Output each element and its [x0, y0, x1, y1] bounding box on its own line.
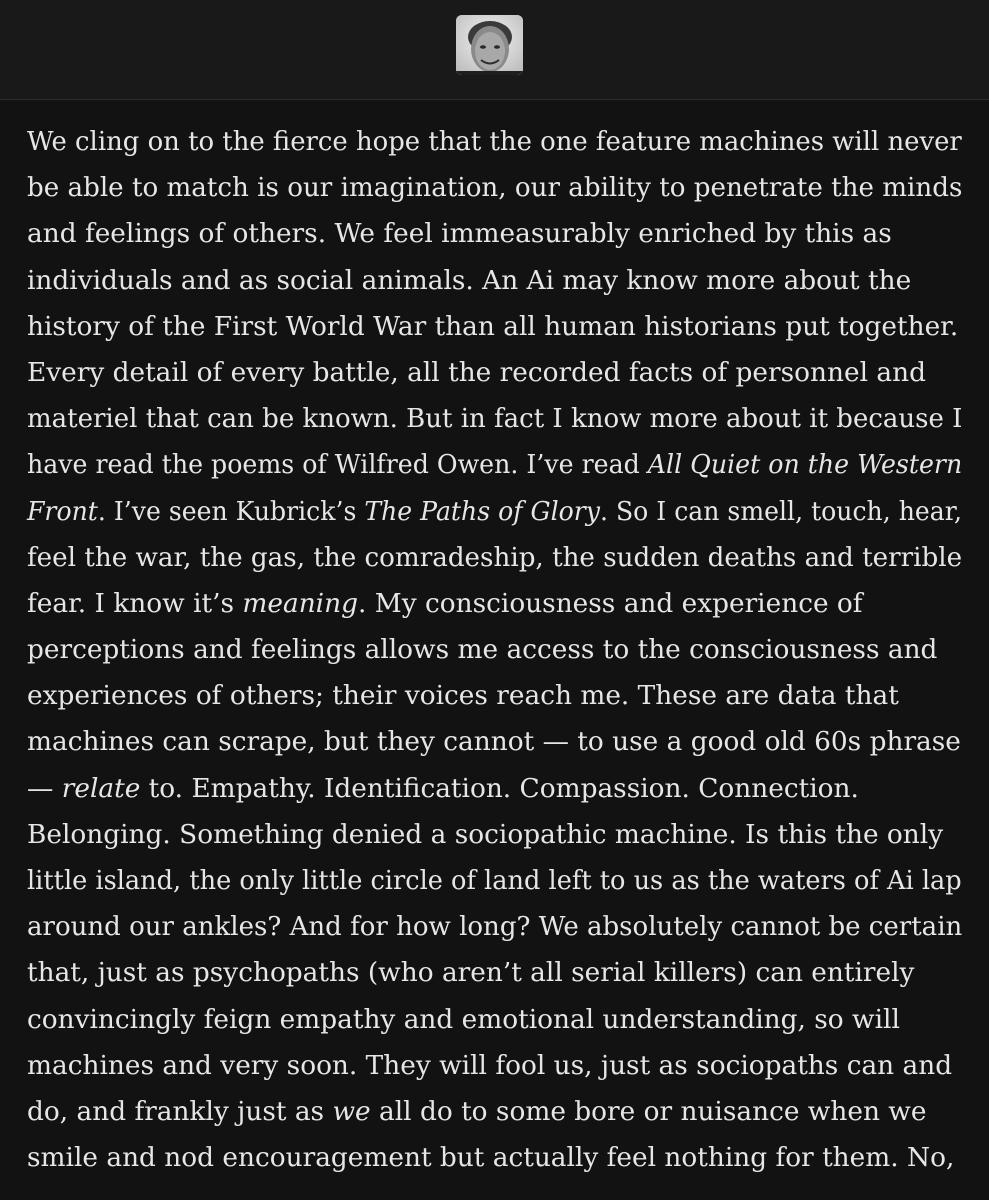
text-segment: little island, the only little circle of land left to us as the waters of Ai lap [27, 865, 962, 896]
text-segment: that, just as psychopaths (who aren’t all serial killers) can entirely [27, 957, 915, 989]
text-segment: and feelings of others. We feel immeasurably enriched by this as [27, 218, 892, 250]
text-segment: have read the poems of Wilfred Owen. I’ve read [27, 449, 648, 481]
text-segment: to. Empathy. Identification. Compassion. Connection. [140, 772, 859, 804]
article-line [27, 719, 962, 765]
text-segment: fear. I know it’s [27, 587, 243, 619]
article-line [27, 1089, 962, 1135]
text-segment: smile and nod encouragement but actually feel nothing for them. No, [27, 1142, 955, 1174]
article-line [27, 997, 962, 1043]
article-line [27, 904, 963, 950]
text-segment: around our ankles? And for how long? We absolutely cannot be certain [27, 911, 963, 943]
text-segment: be able to match is our imagination, our ability to penetrate the minds [27, 172, 963, 204]
article-line [27, 119, 962, 165]
text-segment: history of the First World War than all human historians put together. [27, 310, 959, 342]
author-portrait-icon [456, 15, 523, 75]
text-segment: machines and very soon. They will fool us, just as sociopaths can and [27, 1049, 953, 1081]
article-line [27, 1135, 962, 1181]
article-line [27, 766, 962, 812]
text-segment: feel the war, the gas, the comradeship, the sudden deaths and terrible [27, 541, 963, 573]
article-line [27, 627, 962, 673]
article-body [27, 119, 967, 1181]
text-segment: Every detail of every battle, all the recorded facts of personnel and [27, 356, 926, 388]
article-line [27, 581, 962, 627]
text-segment: . My consciousness and experience of [357, 587, 863, 619]
article-line [27, 304, 962, 350]
text-segment: experiences of others; their voices reach me. These are data that [27, 680, 899, 712]
article-line [27, 211, 962, 257]
article-line [27, 350, 962, 396]
article-line [27, 673, 962, 719]
text-segment: individuals and as social animals. An Ai may know more about the [27, 264, 912, 296]
article-line [27, 489, 962, 535]
italic-text: relate [61, 772, 141, 804]
header-bar [0, 0, 989, 100]
text-segment: convincingly feign empathy and emotional understanding, so will [27, 1003, 900, 1035]
text-segment: Belonging. Something denied a sociopathic machine. Is this the only [27, 818, 944, 850]
italic-text: All Quiet on the Western [647, 449, 963, 481]
article-line [27, 812, 962, 858]
text-segment: . So I can smell, touch, hear, [599, 495, 962, 527]
italic-text: The Paths of Glory [364, 495, 600, 527]
author-avatar[interactable] [456, 15, 523, 75]
text-segment: machines can scrape, but they cannot — to use a good old 60s phrase [27, 726, 961, 758]
text-segment: — [27, 772, 62, 804]
article-line [27, 396, 963, 442]
text-segment: do, and frankly just as [27, 1095, 333, 1127]
article-line [27, 535, 963, 581]
article-line [27, 258, 962, 304]
article-line [27, 442, 963, 488]
article-line [27, 165, 963, 211]
text-segment: . I’ve seen Kubrick’s [97, 495, 365, 527]
article-line [27, 858, 962, 904]
article-line [27, 950, 962, 996]
italic-text: Front [27, 495, 98, 527]
article-line [27, 1043, 962, 1089]
text-segment: perceptions and feelings allows me access to the consciousness and [27, 634, 938, 666]
text-segment: We cling on to the fierce hope that the one feature machines will never [27, 126, 962, 157]
text-segment: all do to some bore or nuisance when we [370, 1095, 927, 1127]
italic-text: we [332, 1095, 371, 1127]
text-segment: materiel that can be known. But in fact I know more about it because I [27, 403, 963, 435]
italic-text: meaning [242, 587, 358, 619]
